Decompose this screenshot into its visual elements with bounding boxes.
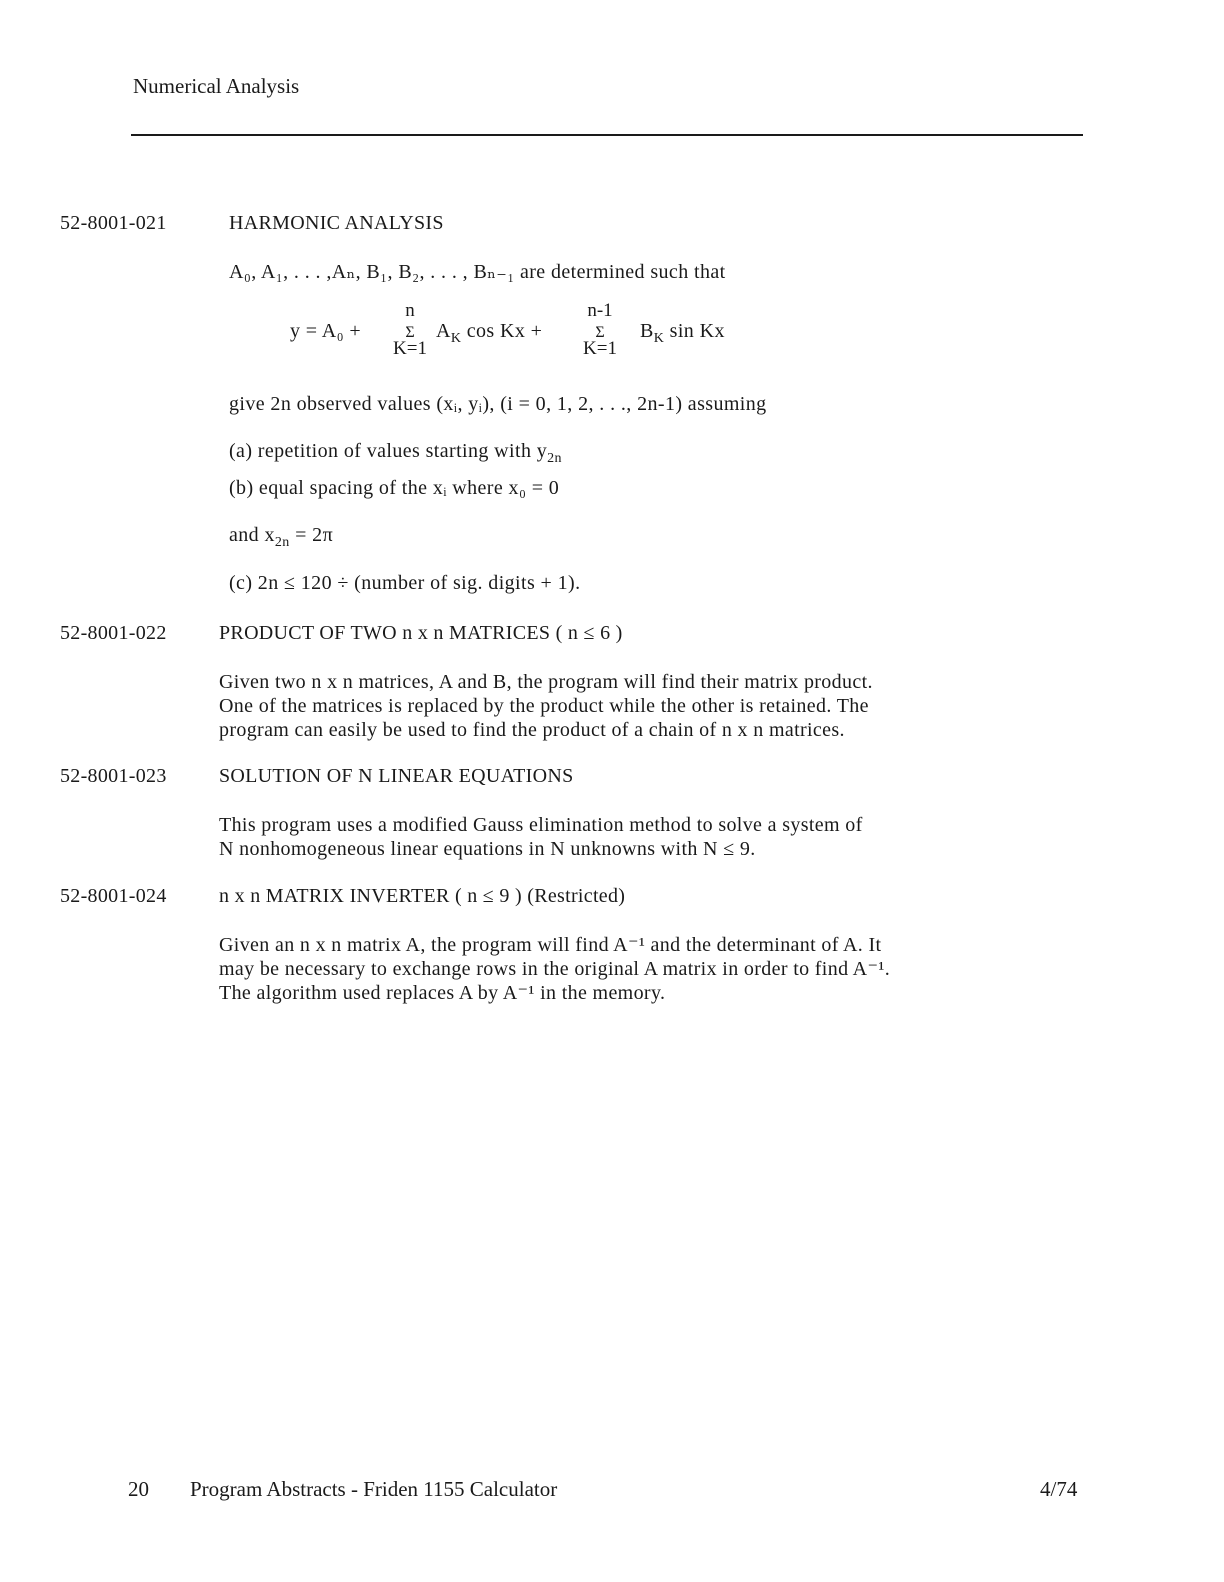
sum2-lower-limit: K=1: [583, 338, 617, 359]
entry-title: n x n MATRIX INVERTER ( n ≤ 9 ) (Restricted): [219, 885, 626, 907]
body-line: may be necessary to exchange rows in the original A matrix in order to find A⁻¹.: [219, 958, 891, 980]
entry-title: SOLUTION OF N LINEAR EQUATIONS: [219, 765, 574, 787]
body-line: Given two n x n matrices, A and B, the program will find their matrix product.: [219, 671, 873, 693]
entry-code: 52-8001-024: [60, 885, 167, 907]
running-header: Numerical Analysis: [133, 74, 300, 98]
term2-symbol: B: [640, 320, 654, 342]
term1-tail: cos Kx +: [461, 320, 543, 342]
entry-body: [219, 670, 873, 742]
body-line: Given an n x n matrix A, the program will find A⁻¹ and the determinant of A. It: [219, 934, 882, 956]
body-line: The algorithm used replaces A by A⁻¹ in the memory.: [219, 982, 666, 1004]
publication-title: Program Abstracts - Friden 1155 Calculator: [190, 1477, 558, 1501]
header-rule: [131, 134, 1083, 136]
sigma-icon: Σ: [405, 324, 415, 341]
condition-c: (c) 2n ≤ 120 ÷ (number of sig. digits + 1).: [229, 572, 581, 594]
and-x-text: and x: [229, 524, 275, 546]
sum1-lower-limit: K=1: [393, 338, 427, 359]
body-line: N nonhomogeneous linear equations in N unknowns with N ≤ 9.: [219, 838, 756, 860]
formula-left: y = A₀ +: [290, 320, 362, 342]
body-line: One of the matrices is replaced by the product while the other is retained. The: [219, 695, 869, 717]
entry-code: 52-8001-022: [60, 622, 167, 644]
entry-title: HARMONIC ANALYSIS: [229, 212, 444, 234]
and-x-tail: = 2π: [289, 524, 334, 546]
sum1-upper-limit: n: [405, 300, 415, 321]
and-x-subscript: 2n: [274, 535, 290, 550]
sum2-upper-limit: n-1: [587, 300, 613, 321]
body-line: This program uses a modified Gauss elimination method to solve a system of: [219, 814, 863, 836]
term2-subscript: K: [653, 331, 665, 346]
condition-b: (b) equal spacing of the xᵢ where x₀ = 0: [229, 477, 560, 499]
coefficients-line: A₀, A₁, . . . ,Aₙ, B₁, B₂, . . . , Bₙ₋₁ are determined such that: [229, 261, 726, 283]
observed-values-line: give 2n observed values (xᵢ, yᵢ), (i = 0, 1, 2, . . ., 2n-1) assuming: [229, 393, 767, 415]
term2-tail: sin Kx: [664, 320, 725, 342]
entry-title: PRODUCT OF TWO n x n MATRICES ( n ≤ 6 ): [219, 622, 623, 644]
entry-body: [219, 933, 890, 1005]
entry-body: [219, 813, 863, 861]
term1-symbol: A: [436, 320, 451, 342]
sigma-icon: Σ: [595, 324, 605, 341]
term-1: [436, 320, 543, 346]
condition-a-text: (a) repetition of values starting with y: [229, 440, 548, 462]
body-line: program can easily be used to find the product of a chain of n x n matrices.: [219, 719, 845, 741]
entry-code: 52-8001-023: [60, 765, 167, 787]
term1-subscript: K: [450, 331, 462, 346]
and-x-line: [229, 524, 334, 550]
publication-date: 4/74: [1040, 1477, 1078, 1501]
entry-code: 52-8001-021: [60, 212, 167, 234]
term-2: [640, 320, 725, 346]
condition-a-subscript: 2n: [547, 451, 562, 466]
page-number: 20: [128, 1477, 149, 1501]
condition-a: [229, 440, 562, 466]
